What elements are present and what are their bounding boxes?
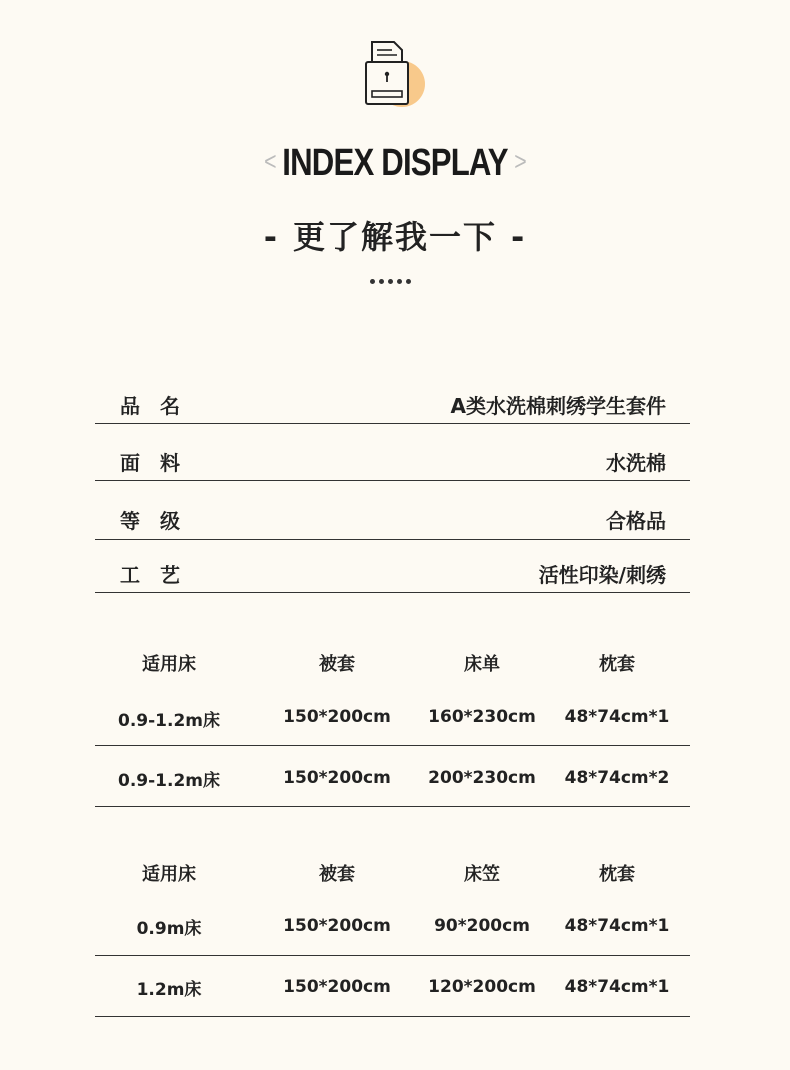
info-label: 面料 [120,451,200,475]
table-cell: 200*230cm [428,768,536,788]
title-cn-text: 更了解我一下 [292,218,497,256]
table-cell: 160*230cm [428,707,536,727]
table-cell: 150*200cm [283,768,391,788]
table-header: 适用床 [142,864,196,885]
divider [95,592,690,593]
table-cell: 120*200cm [428,977,536,997]
table-cell: 48*74cm*2 [564,768,670,788]
info-label: 品名 [120,394,200,418]
table-cell: 150*200cm [283,707,391,727]
table-cell: 48*74cm*1 [564,977,670,997]
info-row-grade [95,505,690,535]
arrow-right-icon: > [514,146,526,176]
table-header: 被套 [319,654,355,675]
table-header: 适用床 [142,654,196,675]
dash-left: - [263,218,279,256]
info-value: A类水洗棉刺绣学生套件 [450,394,666,418]
info-label: 工艺 [120,563,200,587]
table-header: 床笠 [464,864,500,885]
table-cell: 0.9-1.2m床 [118,711,220,731]
divider [95,539,690,540]
table-cell: 150*200cm [283,916,391,936]
divider [95,1016,690,1017]
arrow-left-icon: < [264,146,276,176]
table-header: 床单 [464,654,500,675]
table-header: 被套 [319,864,355,885]
table-cell: 0.9m床 [136,919,202,939]
table-cell: 90*200cm [434,916,530,936]
table-cell: 150*200cm [283,977,391,997]
divider [95,745,690,746]
title-en-text: INDEX DISPLAY [282,142,508,184]
info-value: 合格品 [606,509,666,533]
divider [95,423,690,424]
table-cell: 48*74cm*1 [564,916,670,936]
divider [95,480,690,481]
dash-right: - [511,218,527,256]
table-cell: 0.9-1.2m床 [118,771,220,791]
divider [95,806,690,807]
info-row-craft [95,559,690,589]
info-label: 等级 [120,509,200,533]
table-header: 枕套 [599,654,635,675]
header-title-cn [0,212,790,258]
header-title-en [71,142,719,185]
info-value: 活性印染/刺绣 [538,563,666,587]
info-value: 水洗棉 [606,451,666,475]
divider [95,955,690,956]
document-envelope-icon [362,36,428,110]
info-row-fabric [95,447,690,477]
decorative-dots [370,279,411,284]
table-header: 枕套 [599,864,635,885]
table-cell: 48*74cm*1 [564,707,670,727]
table-cell: 1.2m床 [136,980,202,1000]
info-row-name [95,390,690,420]
